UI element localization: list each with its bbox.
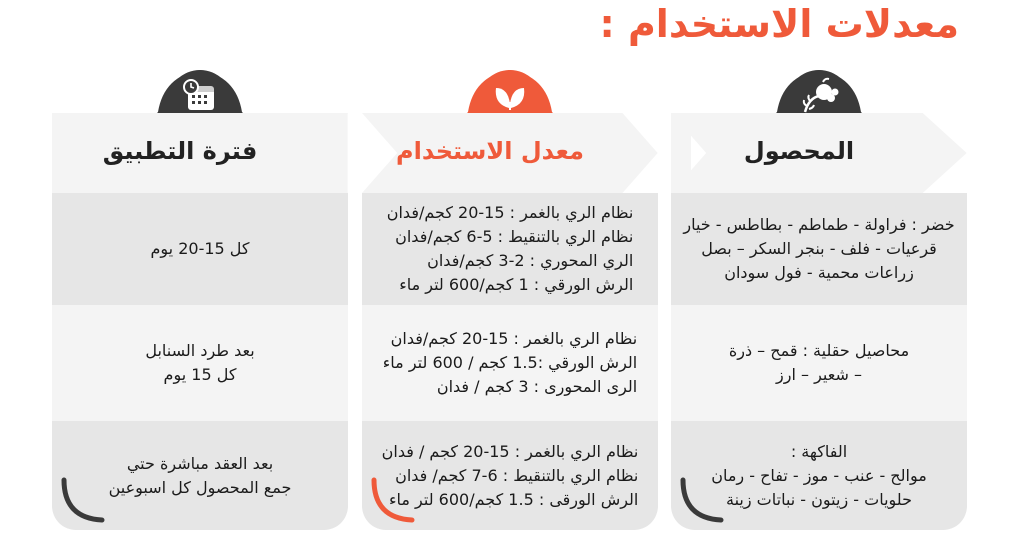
table-cell: بعد العقد مباشرة حتي جمع المحصول كل اسبوعين (52, 421, 348, 530)
column-period (52, 56, 348, 530)
corner-arc-decoration (677, 476, 725, 524)
leaf-icon (488, 74, 532, 118)
table-cell: الفاكهة : موالح - عنب - موز - تفاح - رمان حلويات - زيتون - نباتات زينة (671, 421, 967, 530)
table-cell: نظام الري بالغمر : 15-20 كجم / فدان نظام الري بالتنقيط : 6-7 كجم/ فدان الرش الورقى : 1.5 كجم/600 لتر ماء (362, 421, 658, 530)
column-header-label: معدل الاستخدام (396, 137, 584, 165)
column-header-label: فترة التطبيق (102, 137, 258, 165)
column-product (671, 56, 967, 530)
column-header-label: المحصول (743, 137, 855, 165)
table-cell: نظام الري بالغمر : 15-20 كجم/فدان نظام الري بالتنقيط : 5-6 كجم/فدان الري المحوري : 2-3 كجم/فدان الرش الورقي : 1 كجم/600 لتر ماء (362, 193, 658, 305)
fruit-vegetable-icon (797, 74, 841, 118)
table-cell: نظام الري بالغمر : 15-20 كجم/فدان الرش الورقي :1.5 كجم / 600 لتر ماء الرى المحورى : 3 كجم / فدان (362, 305, 658, 421)
column-header (362, 113, 658, 193)
column-header (52, 113, 348, 193)
column-rate (362, 56, 658, 530)
column-header (671, 113, 967, 193)
corner-arc-decoration (58, 476, 106, 524)
table-cell: خضر : فراولة - طماطم - بطاطس - خيار قرعيات - فلف - بنجر السكر – بصل زراعات محمية - فول سودان (671, 193, 967, 305)
corner-arc-decoration (368, 476, 416, 524)
table-cell: كل 15-20 يوم (52, 193, 348, 305)
page-title: معدلات الاستخدام : (599, 2, 959, 46)
calendar-clock-icon (178, 74, 222, 118)
table-cell: محاصيل حقلية : قمح – ذرة – شعير – ارز (671, 305, 967, 421)
table-cell: بعد طرد السنابل كل 15 يوم (52, 305, 348, 421)
